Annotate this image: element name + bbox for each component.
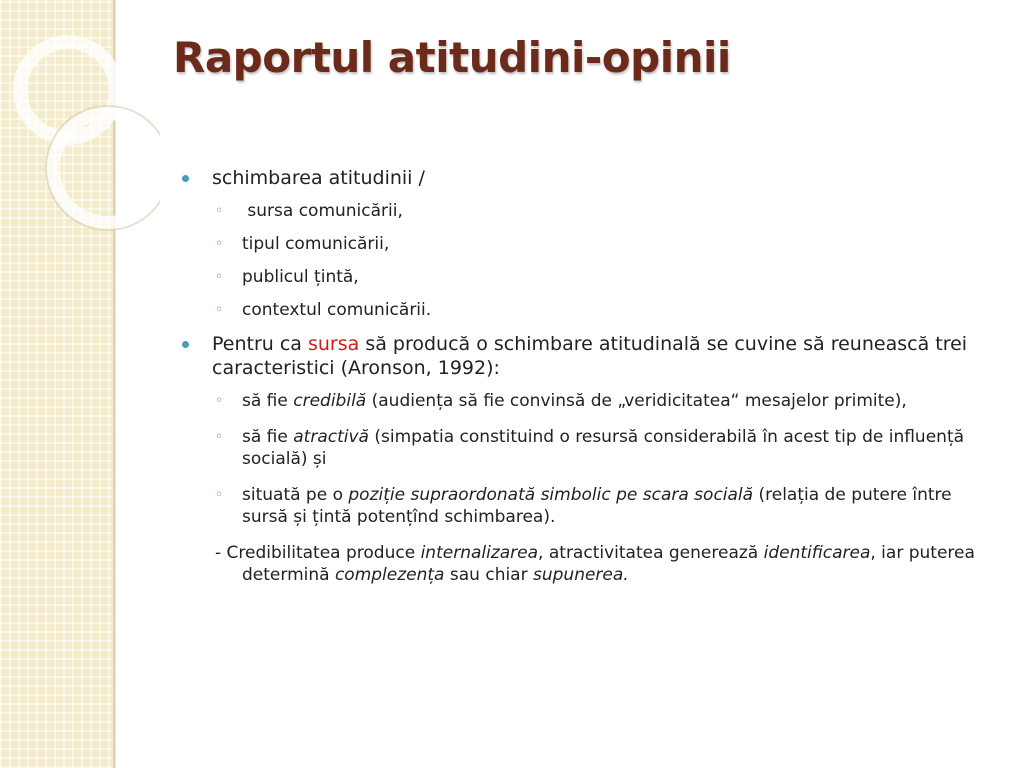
sub-bullet-text: să fie xyxy=(242,391,294,411)
sub-bullet-emphasis: poziție supraordonată simbolic pe scara socială xyxy=(348,485,754,505)
sub-bullet-circle-icon: ◦ xyxy=(215,487,224,503)
note-text: sau chiar xyxy=(444,565,533,585)
sub-bullet-item xyxy=(180,200,1000,222)
sub-bullet-item xyxy=(180,426,1000,470)
conclusion-note xyxy=(180,542,1000,586)
sub-bullet-text: sursa comunicării, xyxy=(242,201,403,221)
sub-bullet-circle-icon: ◦ xyxy=(215,236,224,252)
note-emphasis: identificarea xyxy=(763,543,871,563)
sub-bullet-item xyxy=(180,266,1000,288)
sub-bullet-text: să fie xyxy=(242,427,294,447)
sub-bullet-text: (audiența să fie convinsă de „veridicitatea“ mesajelor primite), xyxy=(366,391,907,411)
sub-bullet-item xyxy=(180,233,1000,255)
sub-bullet-circle-icon: ◦ xyxy=(215,393,224,409)
decorative-rings xyxy=(0,0,160,280)
sub-bullet-item xyxy=(180,299,1000,321)
slide-content xyxy=(180,166,1000,586)
sub-bullet-text: contextul comunicării. xyxy=(242,300,432,320)
sub-bullet-text: tipul comunicării, xyxy=(242,234,390,254)
bullet-dot-icon xyxy=(182,175,189,182)
sub-bullet-circle-icon: ◦ xyxy=(215,429,224,445)
note-emphasis: supunerea. xyxy=(533,565,629,585)
bullet-item xyxy=(180,332,1000,380)
sub-bullet-circle-icon: ◦ xyxy=(215,203,224,219)
bullet-text-after: să producă o schimbare atitudinală se cuvine să reunească trei caracteristici (Aronson, 1992): xyxy=(212,333,968,379)
sub-bullet-circle-icon: ◦ xyxy=(215,269,224,285)
bullet-dot-icon xyxy=(182,341,189,348)
bullet-item xyxy=(180,166,1000,190)
sub-bullet-emphasis: atractivă xyxy=(293,427,369,447)
sub-bullet-text: publicul țintă, xyxy=(242,267,359,287)
note-emphasis: complezența xyxy=(334,565,445,585)
sub-bullet-item xyxy=(180,390,1000,412)
sub-bullet-text: situată pe o xyxy=(242,485,349,505)
highlight-word: sursa xyxy=(307,333,360,355)
sub-bullet-text: (simpatia constituind o resursă considerabilă în acest tip de influență socială) și xyxy=(242,427,965,469)
note-emphasis: internalizarea xyxy=(420,543,539,563)
note-text: - Credibilitatea produce xyxy=(215,543,421,563)
note-text: , iar puterea determină xyxy=(242,543,975,585)
bullet-text-before: Pentru ca xyxy=(212,333,308,355)
note-text: , atractivitatea generează xyxy=(538,543,764,563)
sub-bullet-text: (relația de putere între sursă și țintă potențînd schimbarea). xyxy=(242,485,952,527)
bullet-text: schimbarea atitudinii / xyxy=(212,167,425,189)
slide-title: Raportul atitudini-opinii xyxy=(173,33,731,82)
sub-bullet-circle-icon: ◦ xyxy=(215,302,224,318)
sub-bullet-item xyxy=(180,484,1000,528)
sub-bullet-emphasis: credibilă xyxy=(293,391,367,411)
